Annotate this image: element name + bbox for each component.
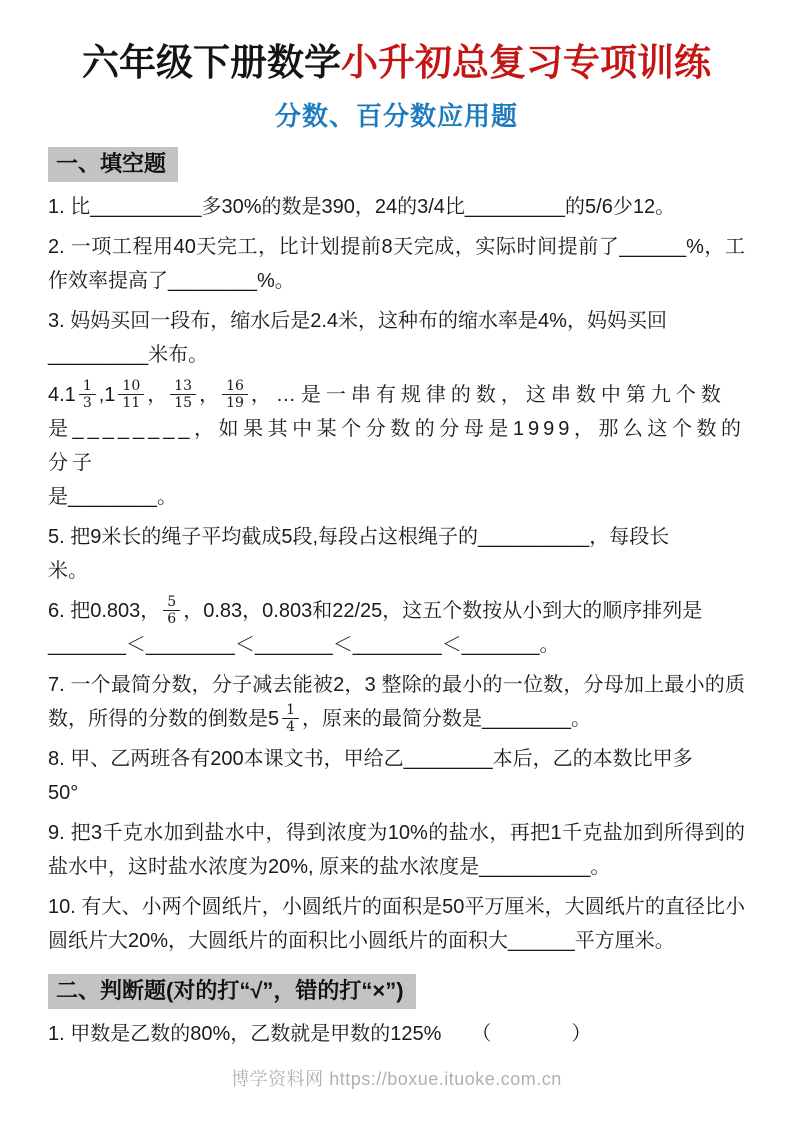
fraction-1-3 [79,379,96,411]
section-heading-fill-in-blank: 一、填空题 [48,147,178,182]
question-3-line2: _________米布。 [48,343,209,366]
question-5-line2: 米。 [48,559,88,582]
question-1: 1. 比__________多30%的数是390，24的3/4比_________的5/6少12。 [48,195,676,218]
question-6-text: ，0.83，0.803和22/25，这五个数按从小到大的顺序排列是 [183,599,703,622]
question-4-text: 4.1 [48,383,76,406]
fraction-denominator: 11 [122,395,141,412]
fraction-16-19 [222,379,248,411]
question-5 [48,520,745,588]
title-red-part: 小升初总复习专项训练 [341,42,711,83]
question-7 [48,668,745,736]
page-subtitle: 分数、百分数应用题 [274,101,518,132]
question-3 [48,304,745,372]
fraction-5-6 [163,595,180,627]
fraction-denominator: 6 [167,611,177,628]
page-title [48,40,745,86]
fraction-denominator: 19 [226,395,244,412]
fraction-13-15 [170,379,196,411]
question-4-text: ，…是一串有规律的数，这串数中第九个数 [250,383,726,406]
fraction-numerator: 10 [118,379,144,396]
question-4-text: ， [199,383,220,406]
fraction-numerator: 16 [222,379,248,396]
question-4-text: ,1 [98,383,116,406]
judge-question-1: 1. 甲数是乙数的80%，乙数就是甲数的125% （ ） [48,1022,592,1045]
question-6-ordering-blanks: _______＜________＜_______＜________＜_______。 [48,633,560,656]
question-5-line1: 5. 把9米长的绳子平均截成5段,每段占这根绳子的__________，每段长 [48,525,670,548]
fraction-1-4 [282,703,299,735]
question-10: 10. 有大、小两个圆纸片，小圆纸片的面积是50平万厘米，大圆纸片的直径比小圆纸片大20%，大圆纸片的面积比小圆纸片的面积大______平方厘米。 [48,895,745,952]
fraction-numerator: 1 [282,703,299,720]
question-8-line2: 50° [48,781,79,804]
fraction-denominator: 15 [174,395,193,412]
question-9: 9. 把3千克水加到盐水中，得到浓度为10%的盐水，再把1千克盐加到所得到的盐水中，这时盐水浓度为20%, 原来的盐水浓度是__________。 [48,821,745,878]
footer-watermark: 博学资料网 https://boxue.ituoke.com.cn [231,1068,562,1089]
question-3-line1: 3. 妈妈买回一段布，缩水后是2.4米，这种布的缩水率是4%，妈妈买回 [48,309,667,332]
fraction-denominator: 4 [286,719,296,736]
question-7-text: ，原来的最简分数是________。 [302,707,592,730]
fraction-denominator: 3 [82,395,92,412]
question-4-text: ， [147,383,168,406]
question-4-line3: 是________。 [48,485,177,508]
question-7-text: 7. 一个最简分数，分子减去能被2，3 整除的最小的一位数，分母加上最小的质数，所得的分数的倒数是5 [48,673,745,730]
question-4-line2: 是________，如果其中某个分数的分母是1999，那么这个数的分子 [48,417,745,474]
fraction-numerator: 5 [163,595,180,612]
question-6-text: 6. 把0.803， [48,599,161,622]
question-6 [48,594,745,662]
fraction-numerator: 13 [170,379,196,396]
title-black-part: 六年级下册数学 [82,42,341,83]
section-heading-true-false: 二、判断题(对的打“√”，错的打“×”) [48,974,416,1009]
question-8 [48,742,745,810]
fraction-numerator: 1 [79,379,96,396]
question-8-line1: 8. 甲、乙两班各有200本课文书，甲给乙________本后，乙的本数比甲多 [48,747,693,770]
question-4 [48,378,745,514]
fraction-10-11 [118,379,144,411]
question-2: 2. 一项工程用40天完工，比计划提前8天完成，实际时间提前了______%，工作效率提高了________%。 [48,235,745,292]
